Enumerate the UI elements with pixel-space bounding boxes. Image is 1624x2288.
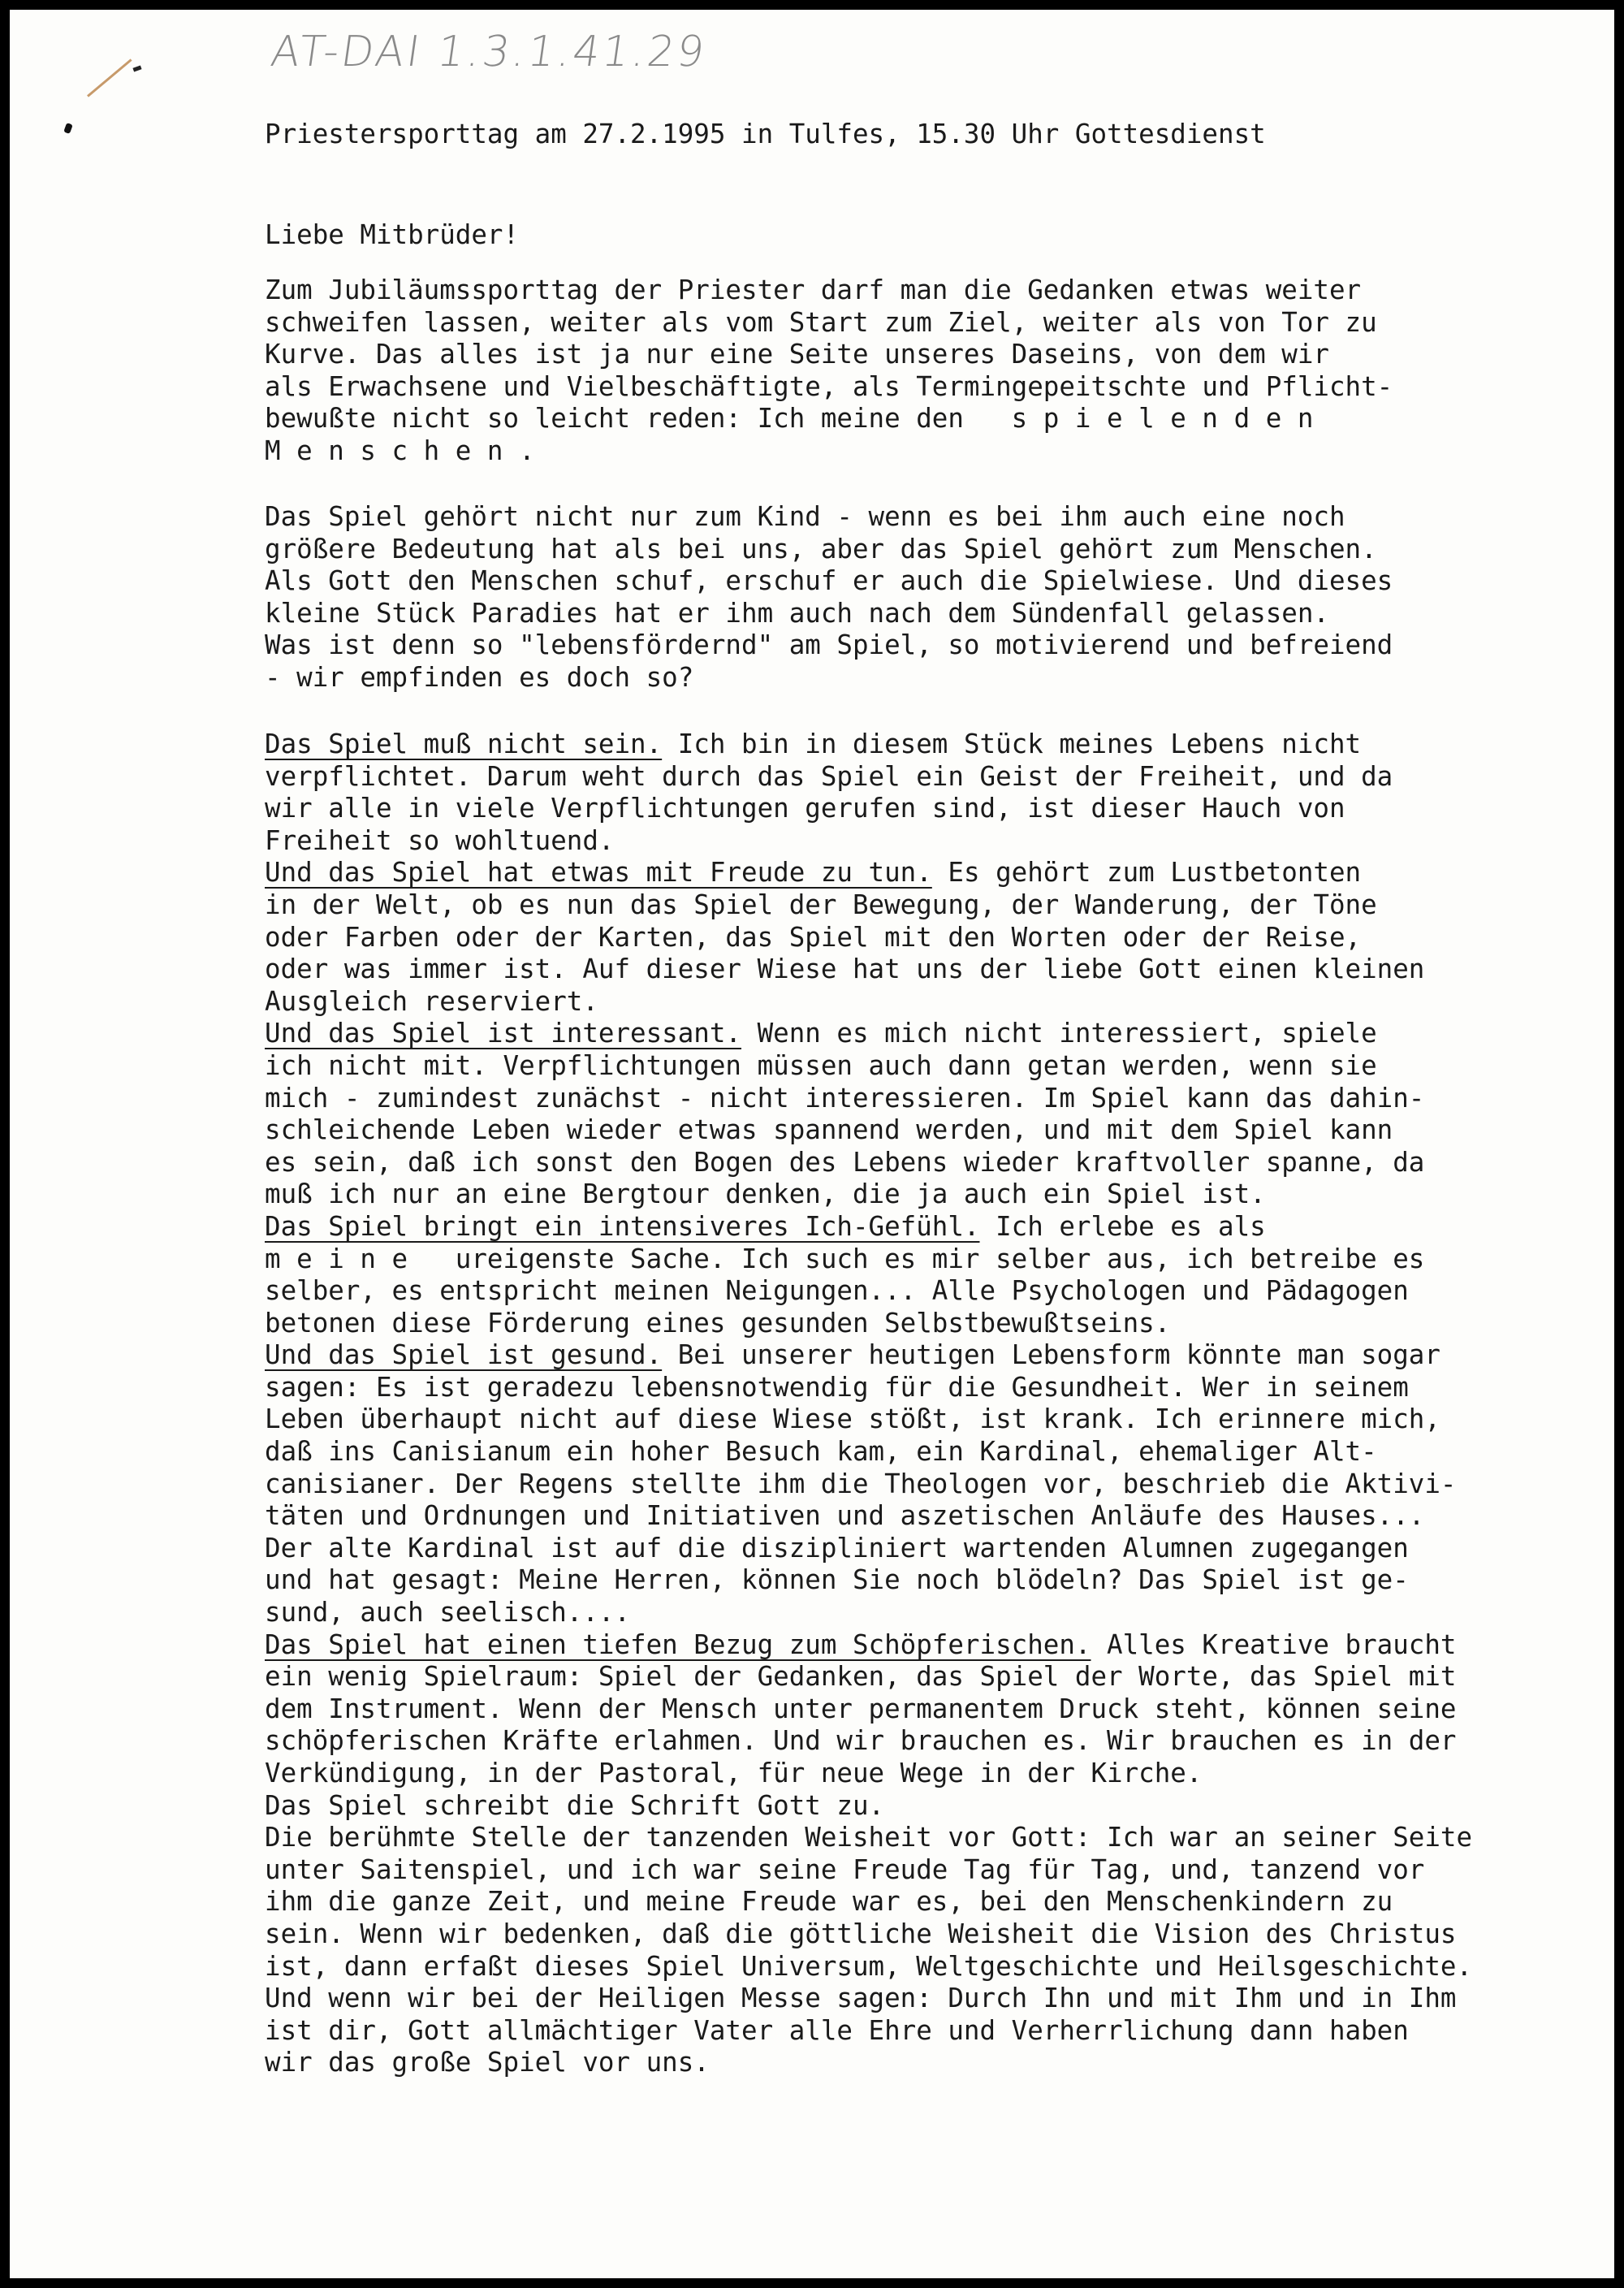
text-line: Das Spiel schreibt die Schrift Gott zu.	[265, 1789, 885, 1821]
text-line: Ausgleich reserviert.	[265, 985, 598, 1017]
text-line: Die berühmte Stelle der tanzenden Weisheit vor Gott: Ich war an seiner Seite	[265, 1822, 1473, 1853]
paragraph-spiel	[265, 501, 1393, 694]
text-line: canisianer. Der Regens stellte ihm die Theologen vor, beschrieb die Aktivi-	[265, 1468, 1457, 1499]
text-line: sein. Wenn wir bedenken, daß die göttliche Weisheit die Vision des Christus	[265, 1918, 1457, 1949]
salutation: Liebe Mitbrüder!	[265, 219, 520, 250]
text-line: als Erwachsene und Vielbeschäftigte, als Termingepeitschte und Pflicht-	[265, 370, 1393, 402]
text-fragment: Ich bin in diesem Stück meines Lebens nicht	[662, 729, 1362, 759]
text-line: größere Bedeutung hat als bei uns, aber das Spiel gehört zum Menschen.	[265, 533, 1377, 564]
text-fragment: Es gehört zum Lustbetonten	[931, 857, 1362, 889]
text-line	[265, 1629, 1472, 1662]
text-line: sund, auch seelisch....	[265, 1597, 631, 1628]
text-line: M e n s c h e n .	[265, 435, 535, 466]
text-line: kleine Stück Paradies hat er ihm auch nach dem Sündenfall gelassen.	[265, 597, 1329, 629]
text-line: betonen diese Förderung eines gesunden Selbstbewußtseins.	[265, 1307, 1171, 1339]
text-line	[265, 857, 1472, 889]
underlined-heading: Das Spiel hat einen tiefen Bezug zum Schöpferischen.	[265, 1628, 1091, 1660]
text-line: ein wenig Spielraum: Spiel der Gedanken, das Spiel der Worte, das Spiel mit	[265, 1661, 1457, 1693]
underlined-heading: Das Spiel bringt ein intensiveres Ich-Gefühl.	[265, 1210, 980, 1242]
text-line: Und wenn wir bei der Heiligen Messe sagen: Durch Ihn und mit Ihm und in Ihm	[265, 1983, 1457, 2014]
paragraph-intro	[265, 275, 1393, 468]
paragraph-points	[265, 729, 1472, 2079]
archive-stamp: AT-DAI 1.3.1.41.29	[267, 28, 710, 76]
text-line: in der Welt, ob es nun das Spiel der Bewegung, der Wanderung, der Töne	[265, 889, 1377, 920]
text-fragment: Ich erlebe es als	[979, 1210, 1266, 1242]
document-page	[10, 10, 1614, 2278]
ink-mark	[132, 65, 141, 71]
text-line: Das Spiel gehört nicht nur zum Kind - wenn es bei ihm auch eine noch	[265, 501, 1345, 532]
text-line: Leben überhaupt nicht auf diese Wiese stößt, ist krank. Ich erinnere mich,	[265, 1404, 1440, 1435]
text-line: verpflichtet. Darum weht durch das Spiel ein Geist der Freiheit, und da	[265, 760, 1393, 792]
text-line: bewußte nicht so leicht reden: Ich meine den s p i e l e n d e n	[265, 403, 1314, 435]
text-line: Der alte Kardinal ist auf die diszipliniert wartenden Alumnen zugegangen	[265, 1532, 1409, 1564]
text-fragment: Bei unserer heutigen Lebensform könnte man sogar	[662, 1339, 1440, 1371]
text-line: ist dir, Gott allmächtiger Vater alle Ehre und Verherrlichung dann haben	[265, 2014, 1409, 2046]
text-line: wir das große Spiel vor uns.	[265, 2047, 710, 2078]
text-line: m e i n e ureigenste Sache. Ich such es mir selber aus, ich betreibe es	[265, 1243, 1425, 1274]
text-line: dem Instrument. Wenn der Mensch unter permanentem Druck steht, können seine	[265, 1693, 1457, 1724]
text-line: oder was immer ist. Auf dieser Wiese hat uns der liebe Gott einen kleinen	[265, 954, 1425, 985]
text-line: oder Farben oder der Karten, das Spiel mit den Worten oder der Reise,	[265, 921, 1362, 953]
text-line: mich - zumindest zunächst - nicht interessieren. Im Spiel kann das dahin-	[265, 1082, 1425, 1114]
text-line: muß ich nur an eine Bergtour denken, die ja auch ein Spiel ist.	[265, 1179, 1266, 1210]
text-line: selber, es entspricht meinen Neigungen... Alle Psychologen und Pädagogen	[265, 1275, 1409, 1307]
text-line: schweifen lassen, weiter als vom Start zum Ziel, weiter als von Tor zu	[265, 306, 1377, 338]
underlined-heading: Das Spiel muß nicht sein.	[265, 729, 663, 759]
underlined-heading: Und das Spiel ist interessant.	[265, 1018, 741, 1049]
text-line: Freiheit so wohltuend.	[265, 824, 615, 856]
text-line	[265, 1018, 1472, 1050]
text-line: schleichende Leben wieder etwas spannend werden, und mit dem Spiel kann	[265, 1114, 1393, 1146]
text-line: unter Saitenspiel, und ich war seine Freude Tag für Tag, und, tanzend vor	[265, 1853, 1425, 1885]
text-line: ist, dann erfaßt dieses Spiel Universum, Weltgeschichte und Heilsgeschichte.	[265, 1950, 1473, 1982]
text-line: schöpferischen Kräfte erlahmen. Und wir brauchen es. Wir brauchen es in der	[265, 1725, 1457, 1757]
text-line: daß ins Canisianum ein hoher Besuch kam, ein Kardinal, ehemaliger Alt-	[265, 1436, 1377, 1468]
text-line: Als Gott den Menschen schuf, erschuf er auch die Spielwiese. Und dieses	[265, 565, 1393, 597]
text-line: und hat gesagt: Meine Herren, können Sie noch blödeln? Das Spiel ist ge-	[265, 1564, 1409, 1596]
text-line: täten und Ordnungen und Initiativen und aszetischen Anläufe des Hauses...	[265, 1500, 1425, 1532]
text-line: ihm die ganze Zeit, und meine Freude war es, bei den Menschenkindern zu	[265, 1886, 1393, 1918]
text-line: - wir empfinden es doch so?	[265, 661, 694, 693]
pen-mark	[87, 58, 132, 97]
underlined-heading: Und das Spiel hat etwas mit Freude zu tun.	[265, 857, 932, 889]
ink-mark	[63, 123, 73, 134]
text-line: Was ist denn so "lebensfördernd" am Spiel, so motivierend und befreiend	[265, 629, 1393, 661]
text-line: sagen: Es ist geradezu lebensnotwendig für die Gesundheit. Wer in seinem	[265, 1371, 1409, 1403]
text-fragment: Alles Kreative braucht	[1091, 1628, 1457, 1660]
underlined-heading: Und das Spiel ist gesund.	[265, 1339, 663, 1371]
text-line: wir alle in viele Verpflichtungen gerufen sind, ist dieser Hauch von	[265, 793, 1345, 824]
text-line: Kurve. Das alles ist ja nur eine Seite unseres Daseins, von dem wir	[265, 339, 1329, 370]
document-heading: Priestersporttag am 27.2.1995 in Tulfes, 15.30 Uhr Gottesdienst	[265, 119, 1266, 149]
text-line: ich nicht mit. Verpflichtungen müssen auch dann getan werden, wenn sie	[265, 1049, 1377, 1081]
text-line: Verkündigung, in der Pastoral, für neue Wege in der Kirche.	[265, 1758, 1203, 1788]
text-line	[265, 729, 1472, 761]
text-line: es sein, daß ich sonst den Bogen des Lebens wieder kraftvoller spanne, da	[265, 1146, 1425, 1178]
text-line: Zum Jubiläumssporttag der Priester darf man die Gedanken etwas weiter	[265, 275, 1362, 305]
text-line	[265, 1339, 1472, 1372]
text-line	[265, 1211, 1472, 1243]
text-fragment: Wenn es mich nicht interessiert, spiele	[741, 1018, 1377, 1049]
